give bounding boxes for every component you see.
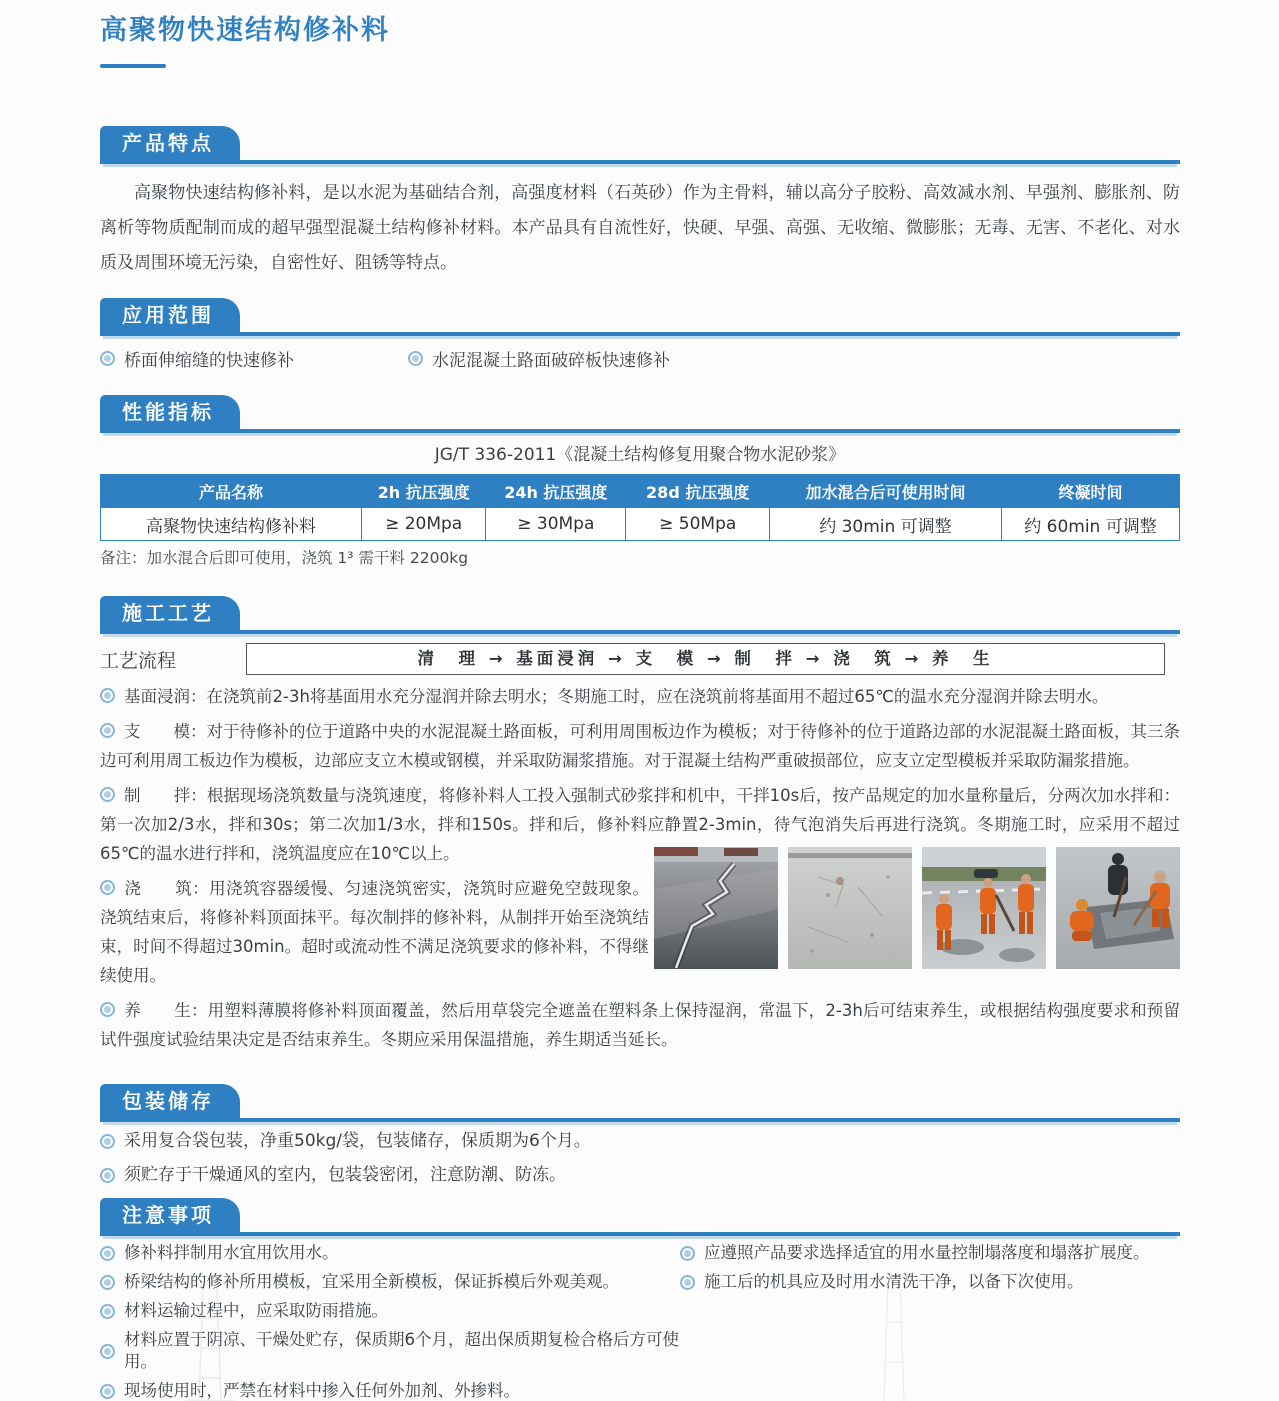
- section-head-performance: [100, 392, 1180, 433]
- table-cell: 约 60min 可调整: [1001, 508, 1179, 541]
- section-tab-notes: 注意事项: [100, 1198, 240, 1232]
- step-text: 制 拌：根据现场浇筑数量与浇筑速度，将修补料人工投入强制式砂浆拌和机中，干拌10s后，按产品规定的加水量称量后，分两次加水拌和：第一次加2/3水，拌和30s；第二次加1/3水，拌和150s。拌和后，修补料应静置2-3min，待气泡消失后再进行浇筑。冬期施工时，应采用不超过65℃的温水进行拌和，浇筑温度应在10℃以上。: [100, 786, 1180, 863]
- notes-item-label: 修补料拌制用水宜用饮用水。: [124, 1243, 339, 1262]
- step-text: 基面浸润：在浇筑前2-3h将基面用水充分湿润并除去明水；冬期施工时，应在浇筑前将基面用不超过65℃的温水充分湿润并除去明水。: [124, 687, 1109, 706]
- photo-concrete-surface: [788, 847, 912, 969]
- table-cell: 约 30min 可调整: [769, 508, 1001, 541]
- standard-reference: JG/T 336-2011《混凝土结构修复用聚合物水泥砂浆》: [434, 445, 846, 465]
- application-item-label: 水泥混凝土路面破碎板快速修补: [432, 351, 670, 371]
- notes-item-label: 材料应置于阴凉、干燥处贮存，保质期6个月，超出保质期复检合格后方可使用。: [124, 1330, 679, 1371]
- step-item: [100, 996, 1180, 1054]
- bullseye-icon: [680, 1275, 695, 1290]
- table-header-cell: 终凝时间: [1001, 475, 1179, 508]
- section-head-features: [100, 123, 1180, 164]
- section-tab-features: 产品特点: [100, 126, 240, 160]
- table-row: [101, 508, 1180, 541]
- table-header-cell: 24h 抗压强度: [486, 475, 626, 508]
- table-cell: 高聚物快速结构修补料: [101, 508, 362, 541]
- packaging-item-label: 采用复合袋包装，净重50kg/袋，包装储存，保质期为6个月。: [124, 1131, 591, 1151]
- application-item-label: 桥面伸缩缝的快速修补: [124, 351, 294, 371]
- table-cell: ≥ 30Mpa: [486, 508, 626, 541]
- step-item: [100, 874, 649, 990]
- step-item: [100, 682, 1180, 711]
- title-underline: [100, 64, 166, 68]
- packaging-item-label: 须贮存于干燥通风的室内，包装袋密闭，注意防潮、防冻。: [124, 1165, 566, 1185]
- notes-item-label: 桥梁结构的修补所用模板，宜采用全新模板，保证拆模后外观美观。: [124, 1272, 619, 1291]
- packaging-item: [100, 1128, 1180, 1154]
- step-item: [100, 717, 1180, 775]
- application-item: [100, 346, 408, 371]
- process-flow-box: 清 理 → 基面浸润 → 支 模 → 制 拌 → 浇 筑 → 养 生: [246, 643, 1165, 675]
- section-tab-performance: 性能指标: [100, 395, 240, 429]
- notes-item: [100, 1242, 680, 1264]
- section-tab-application: 应用范围: [100, 298, 240, 332]
- notes-item-label: 应遵照产品要求选择适宜的用水量控制塌落度和塌落扩展度。: [704, 1243, 1150, 1262]
- process-flow-label: 工艺流程: [100, 649, 177, 672]
- watermark-sketch: [175, 1288, 245, 1401]
- table-header-cell: 产品名称: [101, 475, 362, 508]
- bullseye-icon: [100, 1384, 115, 1399]
- application-item: [408, 346, 670, 371]
- watermark-sketch: [868, 1282, 918, 1401]
- bullseye-icon: [100, 1344, 115, 1359]
- notes-item-label: 现场使用时，严禁在材料中掺入任何外加剂、外掺料。: [124, 1381, 520, 1400]
- bullseye-icon: [100, 787, 115, 802]
- photo-patch-pouring-crew: [1056, 847, 1180, 969]
- photo-cracked-pavement: [654, 847, 778, 969]
- bullseye-icon: [408, 351, 423, 366]
- section-head-notes: [100, 1195, 1180, 1236]
- bullseye-icon: [100, 1168, 115, 1183]
- section-tab-packaging: 包装储存: [100, 1084, 240, 1118]
- table-header-cell: 2h 抗压强度: [362, 475, 486, 508]
- step-text: 养 生：用塑料薄膜将修补料顶面覆盖，然后用草袋完全遮盖在塑料条上保持湿润，常温下，2-3h后可结束养生，或根据结构强度要求和预留试件强度试验结果决定是否结束养生。冬期应采用保温措施，养生期适当延长。: [100, 1001, 1180, 1049]
- photo-road-repair-crew: [922, 847, 1046, 969]
- bullseye-icon: [100, 880, 115, 895]
- bullseye-icon: [100, 351, 115, 366]
- notes-item: [680, 1271, 1180, 1293]
- notes-item: [680, 1242, 1180, 1264]
- table-header-cell: 28d 抗压强度: [626, 475, 770, 508]
- bullseye-icon: [100, 1246, 115, 1261]
- section-tab-construction: 施工工艺: [100, 596, 240, 630]
- table-cell: ≥ 20Mpa: [362, 508, 486, 541]
- site-photo-strip: [654, 847, 1180, 969]
- section-head-application: [100, 295, 1180, 336]
- section-head-packaging: [100, 1081, 1180, 1122]
- page-title: 高聚物快速结构修补料: [100, 15, 390, 46]
- table-header-cell: 加水混合后可使用时间: [769, 475, 1001, 508]
- step-text: 支 模：对于待修补的位于道路中央的水泥混凝土路面板，可利用周围板边作为模板；对于待修补的位于道路边部的水泥混凝土路面板，其三条边可利用周工板边作为模板，边部应支立木模或钢模，并采取防漏浆措施。对于混凝土结构严重破损部位，应支立定型模板并采取防漏浆措施。: [100, 722, 1180, 770]
- remark-note: 备注：加水混合后即可使用，浇筑 1³ 需干料 2200kg: [100, 549, 469, 567]
- section-head-construction: [100, 593, 1180, 634]
- table-cell: ≥ 50Mpa: [626, 508, 770, 541]
- features-paragraph: 高聚物快速结构修补料，是以水泥为基础结合剂，高强度材料（石英砂）作为主骨料，辅以高分子胶粉、高效减水剂、早强剂、膨胀剂、防离析等物质配制而成的超早强型混凝土结构修补材料。本产品具有自流性好，快硬、早强、高强、无收缩、微膨胀；无毒、无害、不老化、对水质及周围环境无污染，自密性好、阻锈等特点。: [100, 183, 1180, 273]
- packaging-item: [100, 1162, 1180, 1188]
- bullseye-icon: [100, 723, 115, 738]
- bullseye-icon: [100, 1134, 115, 1149]
- notes-item-label: 材料运输过程中，应采取防雨措施。: [124, 1301, 388, 1320]
- performance-table: [100, 474, 1180, 541]
- bullseye-icon: [100, 1002, 115, 1017]
- step-text: 浇 筑：用浇筑容器缓慢、匀速浇筑密实，浇筑时应避免空鼓现象。浇筑结束后，将修补料顶面抹平。每次制拌的修补料，从制拌开始至浇筑结束，时间不得超过30min。超时或流动性不满足浇筑要求的修补料，不得继续使用。: [100, 879, 649, 985]
- notes-item-label: 施工后的机具应及时用水清洗干净，以备下次使用。: [704, 1272, 1084, 1291]
- bullseye-icon: [100, 688, 115, 703]
- bullseye-icon: [100, 1275, 115, 1290]
- bullseye-icon: [680, 1246, 695, 1261]
- bullseye-icon: [100, 1304, 115, 1319]
